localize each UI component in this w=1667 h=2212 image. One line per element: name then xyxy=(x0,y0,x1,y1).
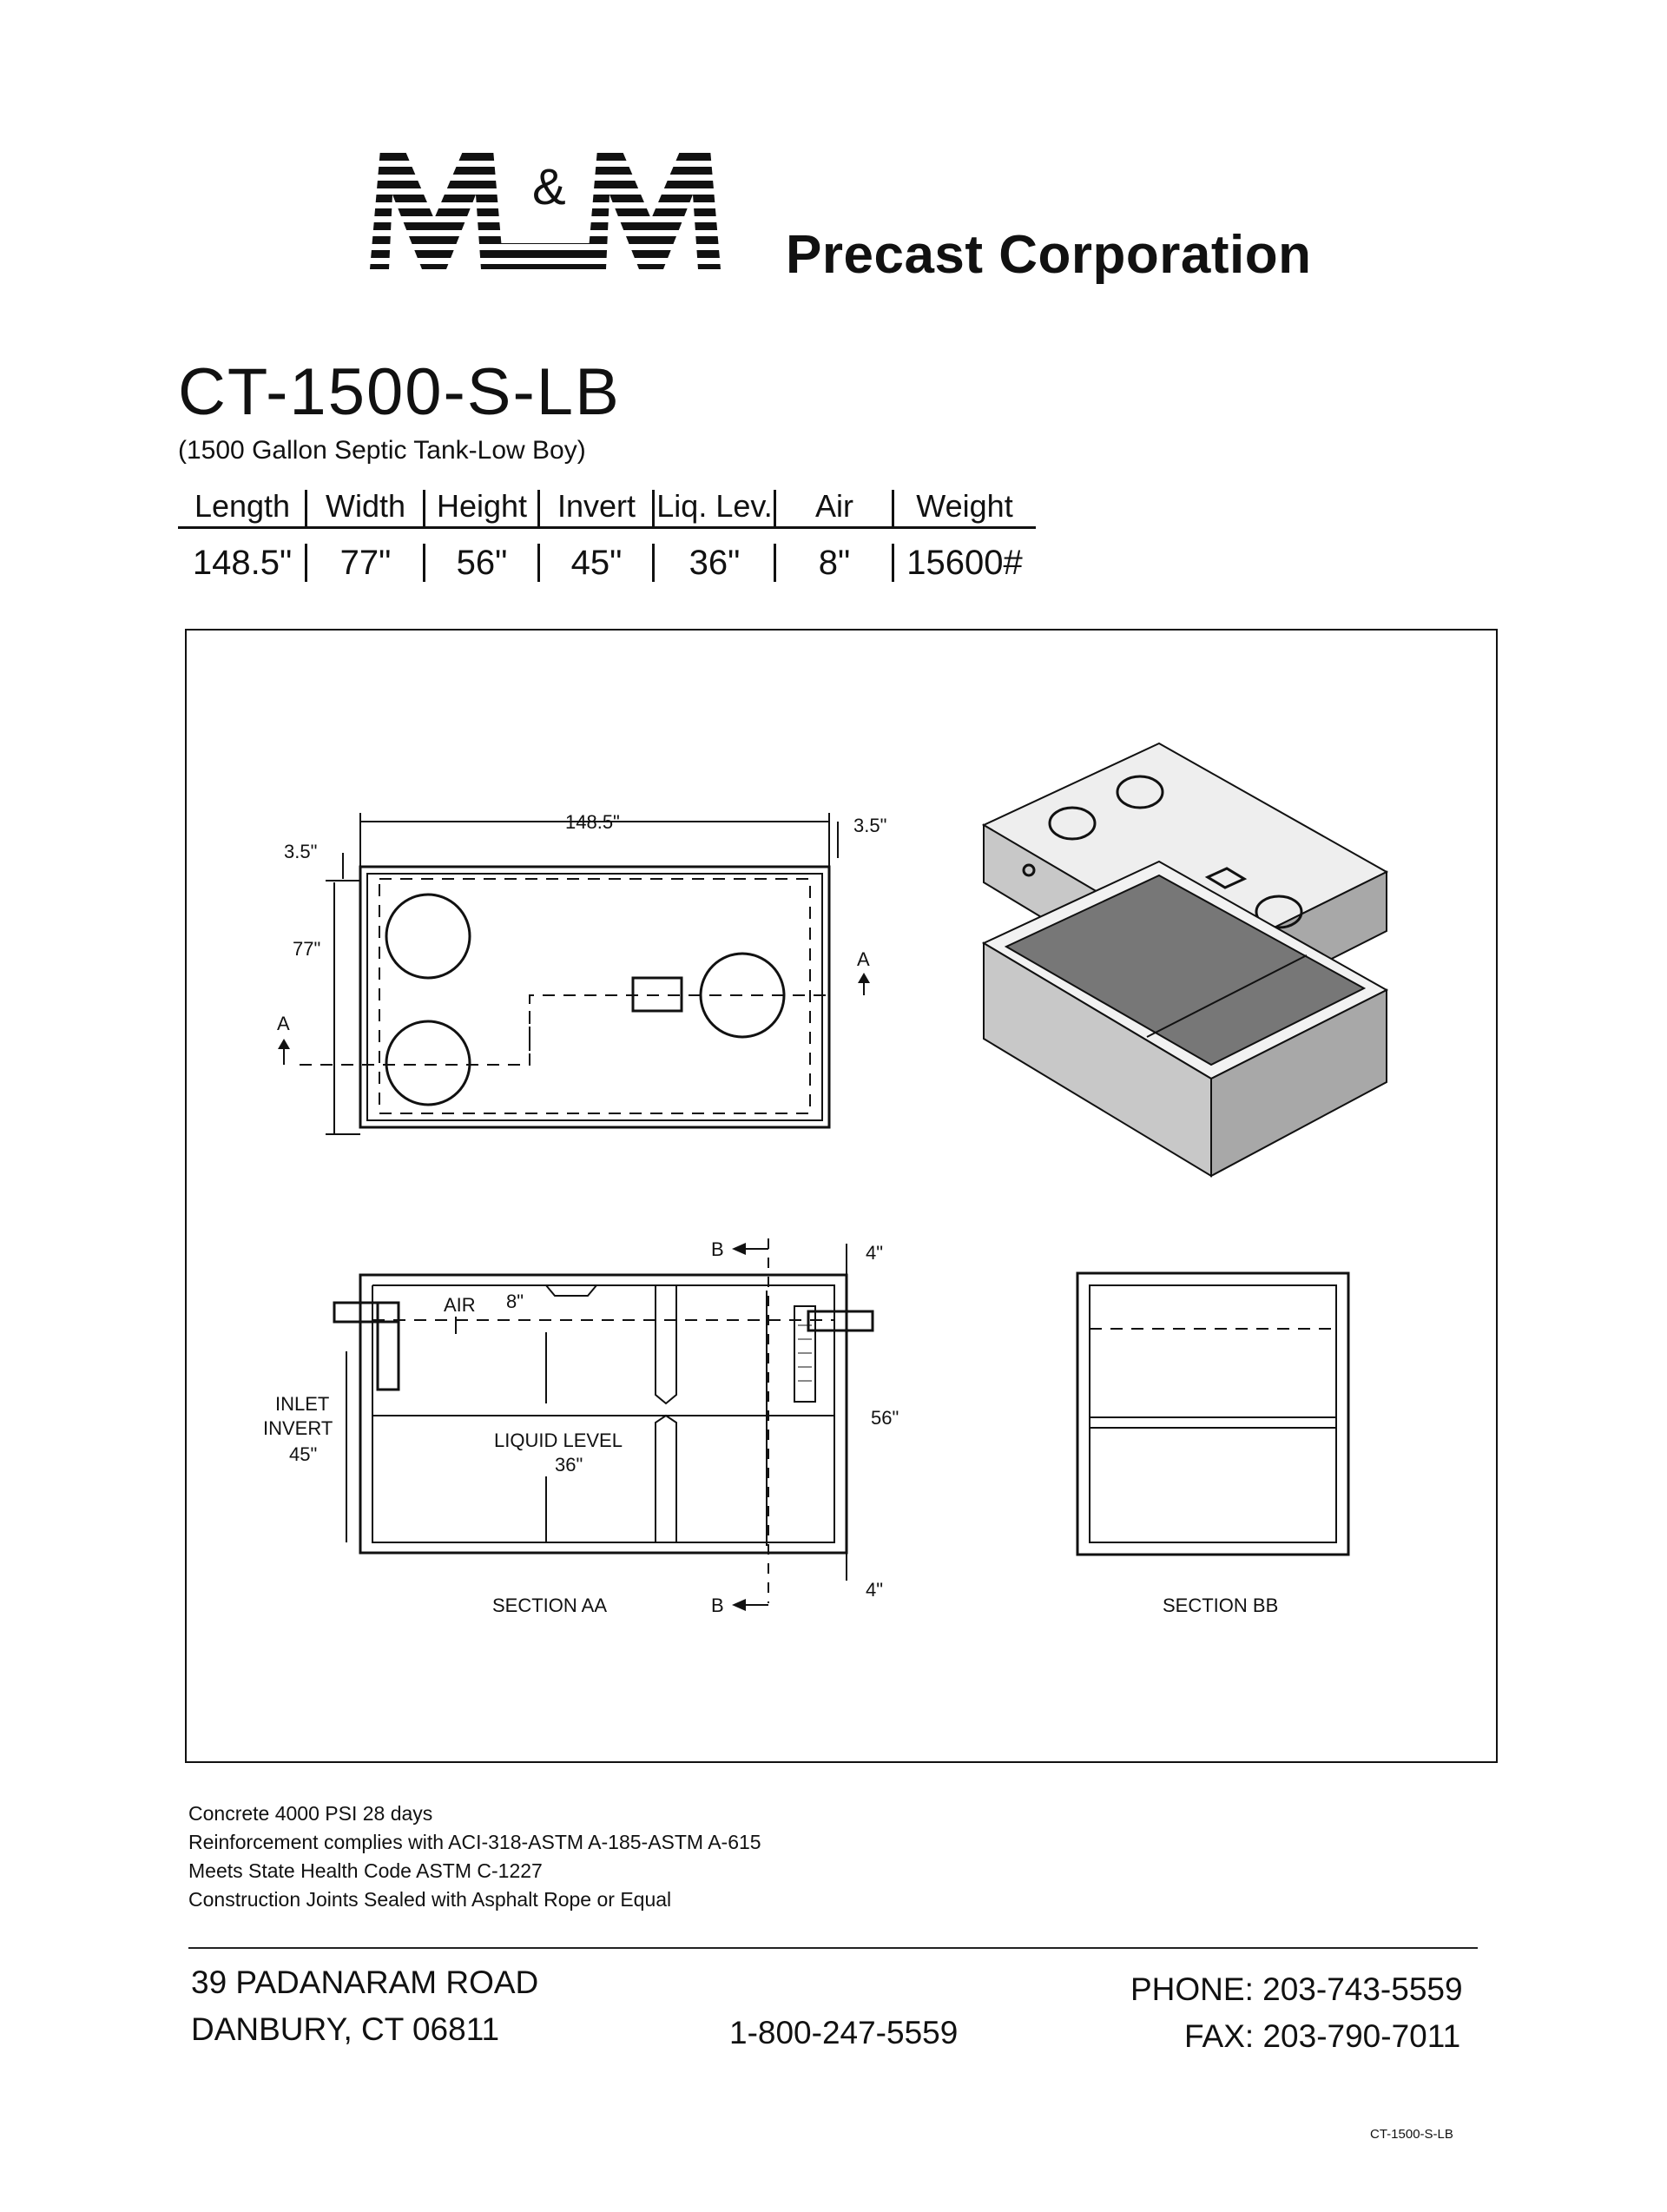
column-divider xyxy=(305,490,307,526)
plan-width-dim: 77" xyxy=(293,938,321,960)
liquid-level-label: LIQUID LEVEL xyxy=(494,1430,623,1451)
value-weight: 15600# xyxy=(906,544,1023,582)
value-invert: 45" xyxy=(570,544,623,582)
value-air: 8" xyxy=(818,544,851,582)
note-joints: Construction Joints Sealed with Asphalt Rope or Equal xyxy=(188,1888,672,1911)
section-aa-caption: SECTION AA xyxy=(492,1595,608,1616)
mm-logo xyxy=(363,139,762,278)
column-divider xyxy=(423,490,425,526)
tollfree-number: 1-800-247-5559 xyxy=(729,2015,959,2050)
bottom-slab-dim: 4" xyxy=(866,1579,884,1601)
header-width: Width xyxy=(325,488,406,524)
value-width: 77" xyxy=(339,544,392,582)
column-divider xyxy=(305,544,307,582)
plan-manhole-1 xyxy=(386,895,470,978)
logo-ampersand: & xyxy=(532,159,566,215)
section-b-mark-top: B xyxy=(711,1238,724,1260)
section-aa xyxy=(334,1238,873,1611)
air-label: AIR xyxy=(444,1294,476,1316)
section-bb-caption: SECTION BB xyxy=(1163,1595,1279,1616)
plan-section-a-left: A xyxy=(277,1013,290,1034)
plan-outer-wall xyxy=(360,867,829,1127)
isometric-view xyxy=(984,743,1387,1176)
plan-length-dim: 148.5" xyxy=(565,811,620,833)
section-b-mark-bottom: B xyxy=(711,1595,724,1616)
column-divider xyxy=(537,490,540,526)
plan-right-wall-dim: 3.5" xyxy=(853,815,887,836)
header-invert: Invert xyxy=(557,488,636,524)
value-height: 56" xyxy=(456,544,508,582)
inlet-invert-dim: 45" xyxy=(289,1443,318,1465)
address-line-1: 39 PADANARAM ROAD xyxy=(191,1964,539,2000)
liquid-level-dim: 36" xyxy=(555,1454,583,1476)
fax-number: FAX: 203-790-7011 xyxy=(1184,2018,1461,2054)
footer-divider xyxy=(188,1947,1478,1949)
plan-manhole-2 xyxy=(386,1021,470,1105)
invert-label: INVERT xyxy=(263,1417,333,1439)
header-length: Length xyxy=(194,488,291,524)
note-concrete: Concrete 4000 PSI 28 days xyxy=(188,1802,433,1825)
table-rule xyxy=(178,526,1036,529)
height-dim: 56" xyxy=(871,1407,899,1429)
column-divider xyxy=(892,544,894,582)
technical-drawing xyxy=(187,631,1496,1761)
column-divider xyxy=(774,544,776,582)
value-length: 148.5" xyxy=(192,544,293,582)
value-liquid-level: 36" xyxy=(689,544,741,582)
header-height: Height xyxy=(436,488,528,524)
air-dim: 8" xyxy=(506,1291,524,1312)
company-name: Precast Corporation xyxy=(786,225,1312,285)
column-divider xyxy=(892,490,894,526)
top-slab-dim: 4" xyxy=(866,1242,884,1264)
plan-left-wall-dim: 3.5" xyxy=(284,841,318,862)
plan-section-a-right: A xyxy=(857,948,870,970)
header-weight: Weight xyxy=(916,488,1013,524)
address-line-2: DANBURY, CT 06811 xyxy=(191,2011,500,2047)
inlet-label: INLET xyxy=(275,1393,330,1415)
column-divider xyxy=(423,544,425,582)
document-reference: CT-1500-S-LB xyxy=(1370,2127,1453,2142)
model-description: (1500 Gallon Septic Tank-Low Boy) xyxy=(178,436,586,465)
spec-table xyxy=(178,481,1038,585)
header-air: Air xyxy=(815,488,853,524)
column-divider xyxy=(652,490,655,526)
model-number: CT-1500-S-LB xyxy=(178,355,621,429)
column-divider xyxy=(652,544,655,582)
header-liquid-level: Liq. Lev. xyxy=(656,488,773,524)
note-health-code: Meets State Health Code ASTM C-1227 xyxy=(188,1859,543,1882)
column-divider xyxy=(537,544,540,582)
phone-number: PHONE: 203-743-5559 xyxy=(1130,1971,1463,2007)
drawing-frame xyxy=(185,629,1498,1763)
column-divider xyxy=(774,490,776,526)
section-bb xyxy=(1077,1273,1348,1555)
note-reinforcement: Reinforcement complies with ACI-318-ASTM A-185-ASTM A-615 xyxy=(188,1831,761,1853)
plan-view xyxy=(278,813,870,1134)
